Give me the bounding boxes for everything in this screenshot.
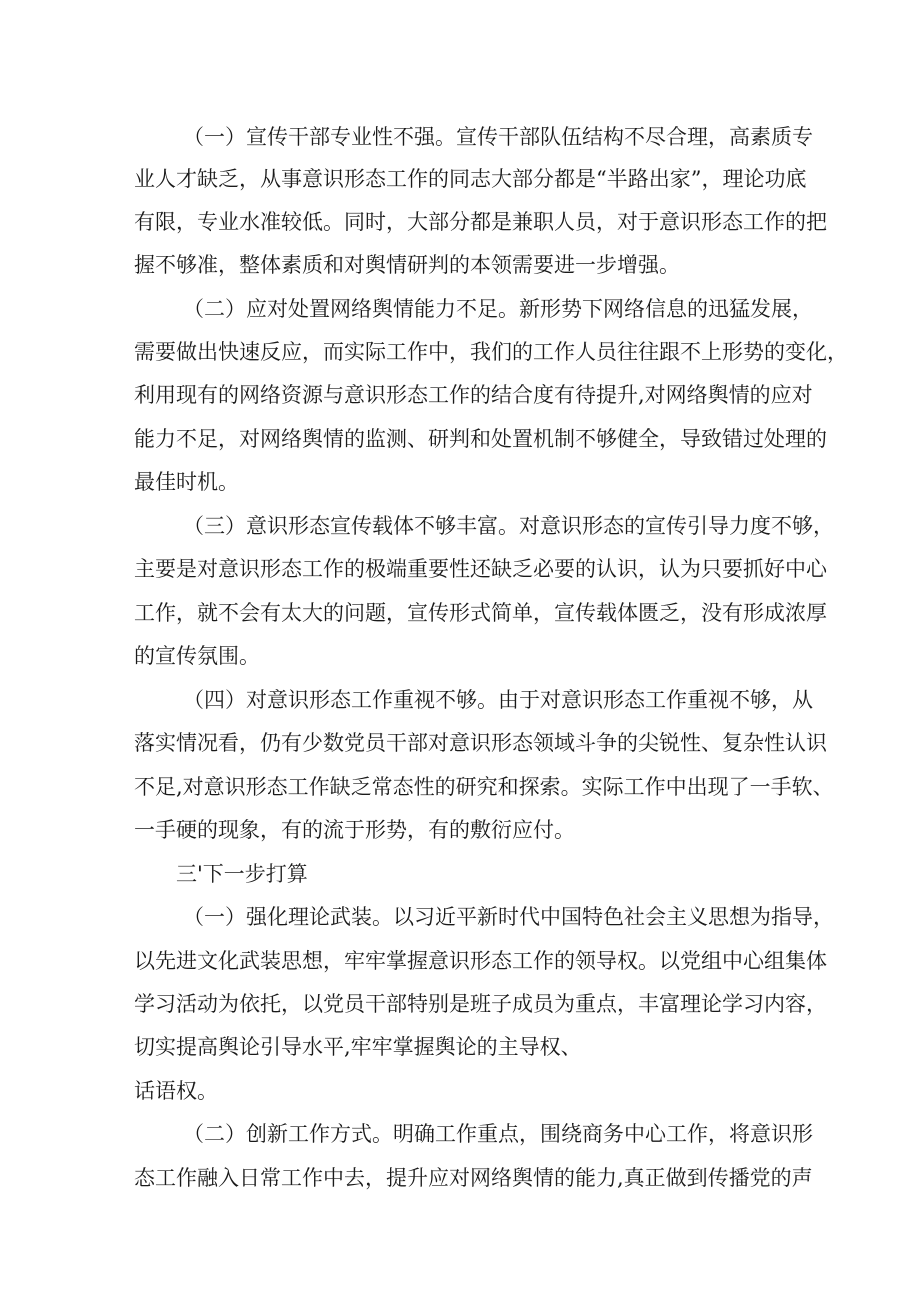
text-line: 工作，就不会有太大的问题，宣传形式简单，宣传载体匮乏，没有形成浓厚 [134,601,827,625]
text-line: 需要做出快速反应，而实际工作中，我们的工作人员往往跟不上形势的变化， [134,340,848,364]
text-line: 业人才缺乏，从事意识形态工作的同志大部分都是“半路出家”，理论功底 [134,167,807,191]
text-line: 能力不足，对网络舆情的监测、研判和处置机制不够健全，导致错过处理的 [134,427,827,451]
text-line: 落实情况看，仍有少数党员干部对意识形态领域斗争的尖锐性、复杂性认识 [134,731,827,755]
text-line: 握不够准，整体素质和对舆情研判的本领需要进一步增强。 [134,253,680,277]
text-line: 学习活动为依托，以党员干部特别是班子成员为重点，丰富理论学习内容， [134,992,827,1016]
text-line: 话语权。 [134,1079,218,1103]
text-line: 以先进文化武装思想，牢牢掌握意识形态工作的领导权。以党组中心组集体 [134,949,827,973]
text-line: 态工作融入日常工作中去，提升应对网络舆情的能力,真正做到传播党的声 [134,1166,813,1190]
text-line: 一手硬的现象，有的流于形势，有的敷衍应付。 [134,818,575,842]
text-line: （四）对意识形态工作重视不够。由于对意识形态工作重视不够，从 [183,688,813,712]
text-line: 最佳时机。 [134,470,239,494]
text-line: 有限，专业水准较低。同时，大部分都是兼职人员，对于意识形态工作的把 [134,210,827,234]
section-heading: 三'下一步打算 [176,862,308,886]
text-line: 切实提高舆论引导水平,牢牢掌握舆论的主导权、 [134,1035,582,1059]
text-line: 不足,对意识形态工作缺乏常态性的研究和探索。实际工作中出现了一手软、 [134,775,834,799]
text-line: 利用现有的网络资源与意识形态工作的结合度有待提升,对网络舆情的应对 [134,383,813,407]
text-line: 主要是对意识形态工作的极端重要性还缺乏必要的认识，认为只要抓好中心 [134,557,827,581]
text-line: （一）强化理论武装。以习近平新时代中国特色社会主义思想为指导， [183,905,834,929]
text-line: （一）宣传干部专业性不强。宣传干部队伍结构不尽合理，高素质专 [183,125,813,149]
text-line: （二）创新工作方式。明确工作重点，围绕商务中心工作，将意识形 [183,1122,813,1146]
text-line: （三）意识形态宣传载体不够丰富。对意识形态的宣传引导力度不够， [183,514,834,538]
text-line: 的宣传氛围。 [134,644,260,668]
text-line: （二）应对处置网络舆情能力不足。新形势下网络信息的迅猛发展， [183,297,813,321]
